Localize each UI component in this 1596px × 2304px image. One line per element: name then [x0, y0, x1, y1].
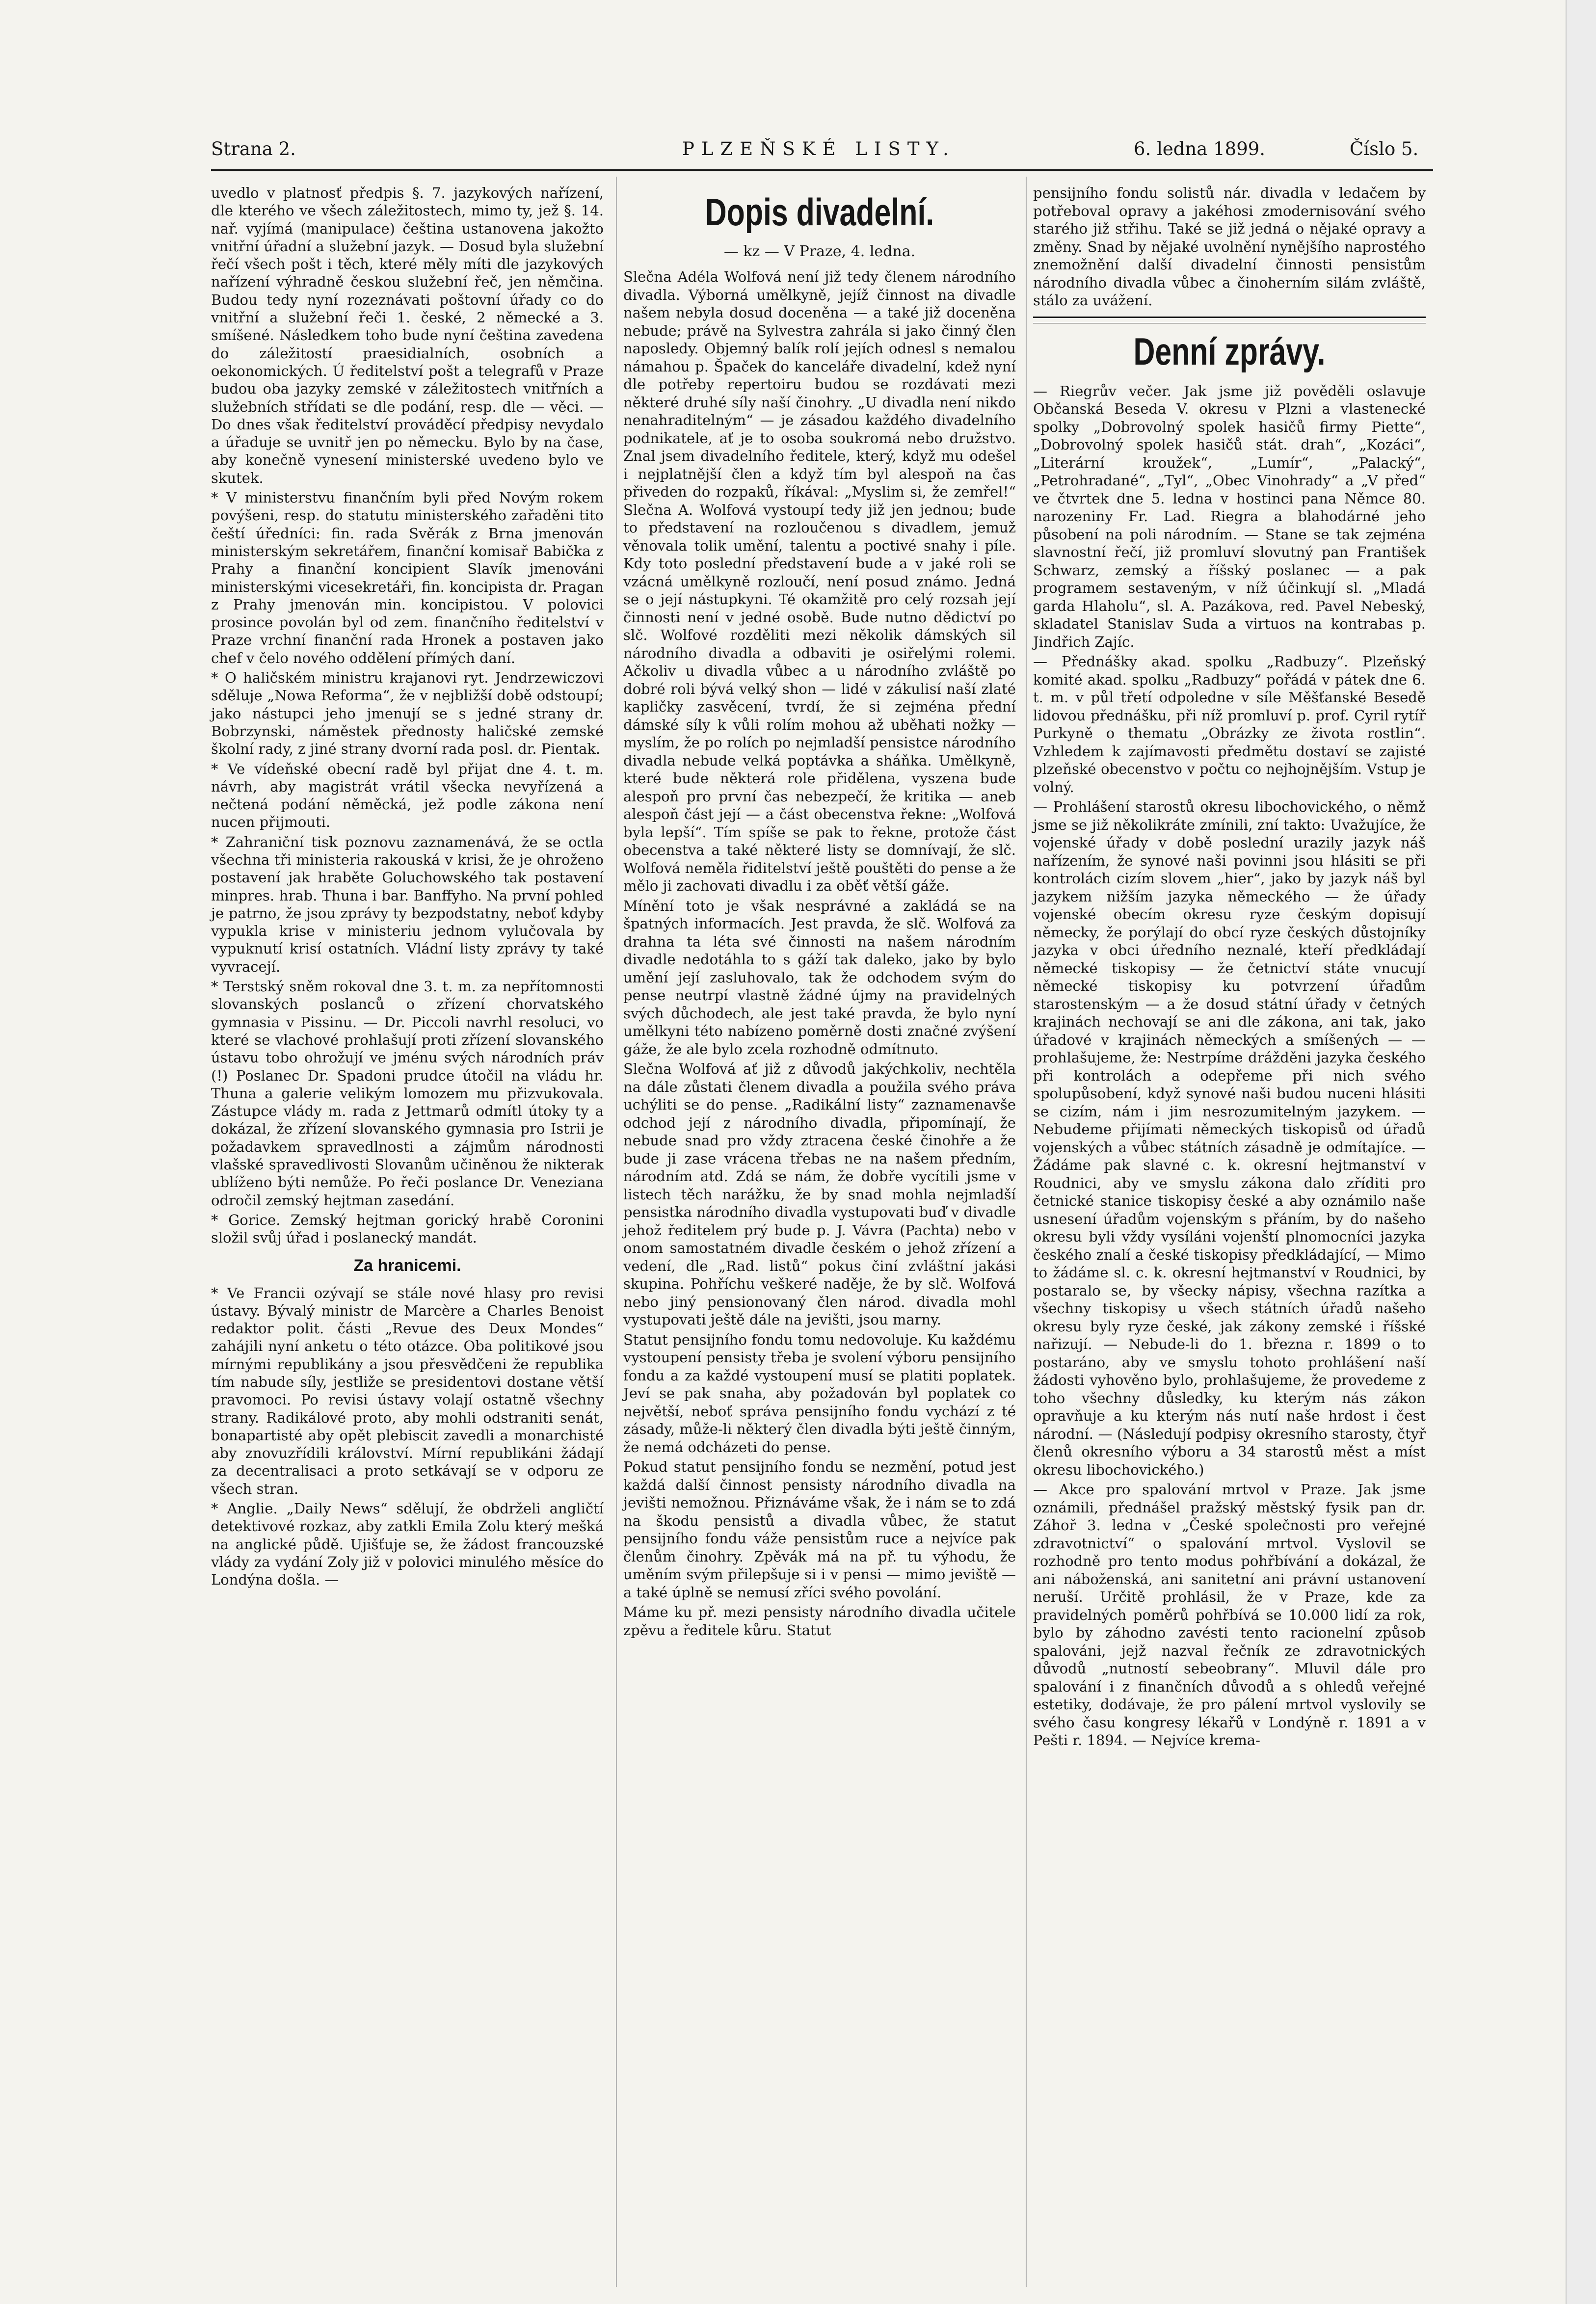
- paragraph: Mínění toto je však nesprávné a zakládá se na špatných informacích. Jest pravda, že slč. Wolfová za drahna ta léta své činnosti na našem národním divadle nedotáhla to s gáží tak daleko, jako by bylo umění její zasluhovalo, tak že odchodem svým do pense neutrpí vlastně žádné újmy na pravidelných svých důchodech, ale jest také pravda, že bylo nyní umělkyni této nabízeno poměrně dosti značné zvýšení gáže, že ale bylo zcela rozhodně odmítnuto.: [623, 897, 1016, 1058]
- section-heading-abroad: Za hranicemi.: [353, 1256, 461, 1275]
- issue-number: Číslo 5.: [1350, 138, 1419, 159]
- paragraph: * Ve vídeňské obecní radě byl přijat dne 4. t. m. návrh, aby magistrát vrátil všecka nevyřízená a nečtená podání něměcká, jež podle zákona není nucen přijmouti.: [211, 760, 604, 831]
- paragraph: * V ministerstvu finančním byli před Novým rokem povýšeni, resp. do statutu ministerského zařaděni tito čeští úředníci: fin. rada Svěrák z Brna jmenován ministerským sekretářem, finanční komisař Babička z Prahy a finanční koncipient Slavík jmenováni ministerskými vicesekretáři, fin. koncipista dr. Pragan z Prahy jmenován min. koncipistou. V polovici prosince povolán byl od zem. finančního ředitelství v Praze vrchní finanční rada Hronek a postaven jako chef v čelo nového oddělení přímých daní.: [211, 489, 604, 666]
- paragraph: — Prohlášení starostů okresu libochovického, o němž jsme se již několikráte zmínili, zní takto: Uvažujíce, že vojenské úřady v době poslední urazily jazyk náš nařízením, že synové naši povinni jsou hlásiti se při kontrolách cizím slovem „hier“, jako by jazyk náš byl jazykem nižším jazyka německého — že úřady vojenské obecím okresu ryze českým dopisují německy, že porýlají do obcí ryze českých důstojníky jazyka v obci úředního neznalé, kteří předkládají německé tiskopisy — že četnictví státe vnucují německé tiskopisy ku potvrzení úřadům starostenským — a že dosud státní úřady v četných krajinách nechovají se ani dle zákona, ani tak, jako úřadové v krajinách německých a smíšených — — prohlašujeme, že: Nestrpíme drážděni jazyka českého při kontrolách a odepřeme při nich svého spolupůsobení, když synové naši budou nuceni hlásiti se cizím, nám i jim nesrozumitelným jazykem. — Nebudeme přijímati německých tiskopisů od úřadů vojenských a vůbec státních zásadně je odmítajíce. — Žádáme pak slavné c. k. okresní hejtmanství v Roudnici, aby ve smyslu zákona dalo zříditi pro četnické stanice tiskopisy české a aby oznámilo naše usnesení úřadům vojenským s přáním, by do našeho okresu byli vždy vysíláni vojenští plnomocníci jazyka českého znalí a české tiskopisy předkládající, — Mimo to žádáme sl. c. k. okresní hejtmanství v Roudnici, by postaralo se, by všecky nápisy, všechna razítka a všechny tiskopisy u všech státních úřadů našeho okresu byly ryze české, jak zákony zemské i říšské nařizují. — Nebude-li do 1. března r. 1899 o to postaráno, aby ve smyslu tohoto prohlášení naší žádosti vyhověno bylo, prohlašujeme, že provedeme z toho všechny důsledky, ku kterým nás zákon opravňuje a ku kterým nás nutí naše hrdost i čest národní. — (Následují podpisy okresního starosty, čtyř členů okresního výboru a 34 starostů měst a míst okresu libochovického.): [1033, 798, 1426, 1478]
- paragraph: * Ve Francii ozývají se stále nové hlasy pro revisi ústavy. Bývalý ministr de Marcère a Charles Benoist redaktor polit. části „Revue des Deux Mondes“ zahájili nyní anketu o této otázce. Oba politikové jsou mírnými republikány a jsou přesvědčeni že republika tím nabude síly, jestliže se presidentovi dostane větší pravomoci. Po revisi ústavy volají ostatně všechny strany. Radikálové proto, aby mohli odstraniti senát, bonapartisté aby opět plebiscit zavedli a monarchisté aby znovuzřídili království. Mírní republikáni žádají za decentralisaci a proto setkávají se v odporu ze všech stran.: [211, 1284, 604, 1497]
- paragraph: * Anglie. „Daily News“ sdělují, že obdrželi angličtí detektivové rozkaz, aby zatkli Emila Zolu který mešká na anglické půdě. Ujišťuje se, že žádost francouzské vlády za vydání Zoly již v polovici minulého měsíce do Londýna došla. —: [211, 1500, 604, 1589]
- article-byline: — kz — V Praze, 4. ledna.: [723, 243, 916, 260]
- section-title-daily-news: Denní zprávy.: [1133, 329, 1326, 373]
- paragraph: — Přednášky akad. spolku „Radbuzy“. Plzeňský komité akad. spolku „Radbuzy“ pořádá v pátek dne 6. t. m. v půl třetí odpoledne v síle Měšťanské Besedě lidovou přednášku, při níž promluví p. prof. Cyril rytíř Purkyně o thematu „Obrázky ze života rostlin“. Vzhledem k zajímavosti předmětu dostaví se zajisté plzeňské obecenstvo v počtu co nejhojnějším. Vstup je volný.: [1033, 653, 1426, 795]
- article-title-theatre-letter: Dopis divadelní.: [705, 190, 934, 234]
- column-2: [623, 184, 1016, 1641]
- column-divider-2: [1026, 177, 1027, 2287]
- paragraph: — Akce pro spalování mrtvol v Praze. Jak jsme oznámili, přednášel pražský městský fysik pan dr. Záhoř 3. ledna v „České společnosti pro veřejné zdravotnictví“ o spalování mrtvol. Vyslovil se rozhodně pro tento modus pohřbívání a dokázal, že ani náboženská, ani sanitetní ani právní ustanovení neruší. Určitě prohlásil, že v Praze, kde za pravidelných poměrů pohřbívá se 10.000 lidí za rok, bylo by záhodno zavésti tento racionelní způsob spalováni, jejž nazval řečník ze zdravotnických důvodů „nutností sebeobrany“. Mluvil dále pro spalování i z finančních důvodů a s ohledů veřejné estetiky, dodávaje, že pro pálení mrtvol vyslovily se svého času kongresy lékařů v Londýně r. 1891 a v Pešti r. 1894. — Nejvíce krema-: [1033, 1481, 1426, 1748]
- paragraph: Statut pensijního fondu tomu nedovoluje. Ku každému vystoupení pensisty třeba je svolení výboru pensijního fondu a za každé vystoupení musí se platiti poplatek. Jeví se pak snaha, aby požadován byl poplatek co největší, neboť správa pensijního fondu vychází z té zásady, může-li některý člen divadla býti ještě činným, že nemá odcházeti do pense.: [623, 1331, 1016, 1456]
- paragraph: uvedlo v platnosť předpis §. 7. jazykových nařízení, dle kterého ve všech záležitostech, mimo ty, jež §. 14. nař. vyjímá (manipulace) čeština ustanovena jakožto vnitřní úřadní a služební jazyk. — Dosud byla služební řečí všech pošt i těch, které měly míti dle jazykových nařízení výhradně českou služební řeč, jen němčina. Budou tedy nyní rozeznávati poštovní úřady co do vnitřní a služební řeči 1. české, 2 německé a 3. smíšené. Následkem toho bude nyní čeština zavedena do záležitostí praesidialních, osobních a oekonomických. Ú ředitelství pošt a telegrafů v Praze budou oba jazyky zemské v záležitostech vnitřních a služebních střídati se dle podání, resp. dle — věci. — Do dnes však ředitelství prováděcí předpisy nevydalo a úřaduje se uvnitř jen po německu. Bylo by na čase, aby konečně vynesení ministerské uvedeno bylo ve skutek.: [211, 185, 604, 486]
- column-divider-1: [616, 177, 617, 2287]
- paragraph: * O haličském ministru krajanovi ryt. Jendrzewiczovi sděluje „Nowa Reforma“, že v nejbližší době odstoupí; jako nástupci jeho jmenují se s jedné strany dr. Bobrzynski, náměstek přednosty haličské zemské školní rady, z jiné strany dvorní rada posl. dr. Pientak.: [211, 669, 604, 758]
- section-rule: [1033, 317, 1426, 323]
- paragraph: * Zahraniční tisk poznovu zaznamenává, že se octla všechna tři ministeria rakouská v krisi, že je ohroženo postavení jak hraběte Goluchowského tak postavení minpres. hrab. Thuna i bar. Banffyho. Na první pohled je patrno, že jsou zprávy ty bezpodstatny, neboť kdyby vypukla krise v ministeriu jednom vylučovala by vypuknutí krisí ostatních. Vládní listy zprávy ty také vyvracejí.: [211, 833, 604, 975]
- paragraph: Slečna Wolfová ať již z důvodů jakýchkoliv, nechtěla na dále zůstati členem divadla a použila svého práva uchýliti se do pense. „Radikální listy“ zaznamenavše odchod její z národního divadla, připomínají, že nebude snad pro vždy ztracena české činohře a že bude ji zase vrácena třebas ne na našem předním, národním atd. Zdá se nám, že dobře vycítili jsme v listech těch narážku, že by snad mohla nejmladší pensistka národního divadla vystupovati buď v divadle jehož ředitelem prý bude p. J. Vávra (Pachta) nebo v onom samostatném divadle českém o jehož zřízení a vedení, dle „Rad. listů“ pokus činí zvláštní jakási skupina. Pohříchu veškeré naděje, že by slč. Wolfová nebo jiný pensionovaný člen národ. divadla mohl vystupovati ještě dále na jevišti, jsou marny.: [623, 1060, 1016, 1328]
- paragraph: Pokud statut pensijního fondu se nezmění, potud jest každá další činnost pensisty národního divadla na jevišti nemožnou. Přiznáváme však, že i nám se to zdá na škodu pensistů a divadla vůbec, že statut pensijního fondu váže pensistům ruce a nejvíce pak členům činohry. Zpěvák má na př. tu výhodu, že uměním svým přilepšuje si i v pensi — mimo jeviště — a také úplně se nemusí zříci svého povolání.: [623, 1458, 1016, 1601]
- page-header: [211, 138, 1428, 163]
- page-edge-shadow: [1566, 0, 1596, 2304]
- paragraph: * Gorice. Zemský hejtman gorický hrabě Coronini složil svůj úřad i poslanecký mandát.: [211, 1211, 604, 1246]
- paragraph: Slečna Adéla Wolfová není již tedy členem národního divadla. Výborná umělkyně, jejíž činnost na divadle našem nebyla dosud doceněna — a také již doceněna nebude; právě na Sylvestra zahrála si jako činný člen naposledy. Objemný balík rolí jejích odnesl s nemalou námahou p. Špaček do kanceláře divadelní, kdež nyní dle potřeby repertoiru budou se rozdávati mezi některé druhé síly naší činohry. „U divadla není nikdo nenahraditelným“ — je zásadou každého divadelního podnikatele, ať je to osoba soukromá nebo družstvo. Znal jsem divadelního ředitele, který, když mu odešel i nejplatnější člen a když tím byl alespoň na čas přiveden do rozpaků, říkával: „Myslim si, že zemřel!“ Slečna A. Wolfová vystoupí tedy již jen jednou; bude to představení na rozloučenou s divadlem, jemuž věnovala tolik umění, talentu a poctivé snahy i píle. Kdy toto poslední představení bude a v jaké roli se vzácná umělkyně rozloučí, není posud známo. Jedná se o její nástupkyni. Té okamžitě pro celý rozsah její činnosti není v jedné osobě. Bude nutno dědictví po slč. Wolfové rozděliti mezi několik dámských sil národního divadla a odbaviti je osiřelými rolemi. Ačkoliv u divadla vůbec a u národního zvláště po dobré roli bývá velký shon — lidé v zákulisí naší zlaté kapličky zasvěcení, tvrdí, že si zejména přední dámské síly k vůli rolím mohou až uběhati nožky — myslím, že po rolích po nejmladší pensistce národního divadla nebude velká poptávka a sháňka. Umělkyně, které bude některá role přidělena, vyszena bude alespoň pro první čas nebezpečí, že kritika — aneb alespoň část její — a část obecenstva řekne: „Wolfová byla lepší“. Tím spíše se pak to řekne, protože část obecenstva a také některé listy se domnívají, že slč. Wolfová neměla řiditelství ještě pouštěti do pense a že mělo ji zachovati divadlu i za oběť větší gáže.: [623, 268, 1016, 894]
- page-number: Strana 2.: [211, 138, 296, 159]
- paragraph: * Terstský sněm rokoval dne 3. t. m. za nepřítomnosti slovanských poslanců o zřízení chorvatského gymnasia v Pissinu. — Dr. Piccoli navrhl resoluci, vo které se vlachové prohlašují proti zřízení slovanského ústavu tobo ohrožují ve jménu svých národních práv (!) Poslanec Dr. Spadoni prudce útočil na vládu hr. Thuna a galerie velikým lomozem mu přizvukovala. Zástupce vlády m. rada z Jettmarů odmítl útoky ty a dokázal, že zřízení slovanského gymnasia pro Istrii je požadavkem spravedlnosti a zájmům národnosti vlašské spravedlivosti Slovanům učiněnou že nikterak ublíženo býti nemůže. Po řeči poslance Dr. Veneziana odročil zemský hejtman zasedání.: [211, 978, 604, 1209]
- column-1: [211, 184, 604, 1591]
- paragraph: pensijního fondu solistů nár. divadla v ledačem by potřeboval opravy a jakéhosi zmodernisování svého starého již střihu. Také se již jedná o nějaké opravy a změny. Snad by nějaké uvolnění nynějšího naprostého znemožnění další divadelní činnosti pensistům národního divadla vůbec a činoherním silám zvláště, stálo za uvážení.: [1033, 185, 1426, 309]
- issue-date: 6. ledna 1899.: [1134, 138, 1266, 159]
- paragraph: — Riegrův večer. Jak jsme již pověděli oslavuje Občanská Beseda V. okresu v Plzni a vlastenecké spolky „Dobrovolný spolek hasičů firmy Piette“, „Dobrovolný spolek hasičů stát. drah“, „Kozáci“, „Literární kroužek“, „Lumír“, „Palacký“, „Petrohradané“, „Tyl“, „Obec Vinohrady“ a „V před“ ve čtvrtek dne 5. ledna v hostinci pana Němce 80. narozeniny Fr. Lad. Riegra a blahodárné jeho působení na poli národním. — Stane se tak zejména slavnostní řečí, již promluví slovutný pan František Schwarz, zemský a říšský poslanec — a pak programem sestaveným, v níž účinkují sl. „Mladá garda Hlaholu“, sl. A. Pazákova, red. Pavel Nebeský, skladatel Stanislav Suda a virtuos na kontrabas p. Jindřich Zajíc.: [1033, 382, 1426, 650]
- header-rule: [211, 169, 1433, 171]
- newspaper-title: PLZEŇSKÉ LISTY.: [682, 138, 956, 159]
- column-3: [1033, 184, 1426, 1751]
- paragraph: Máme ku př. mezi pensisty národního divadla učitele zpěvu a ředitele kůru. Statut: [623, 1604, 1016, 1639]
